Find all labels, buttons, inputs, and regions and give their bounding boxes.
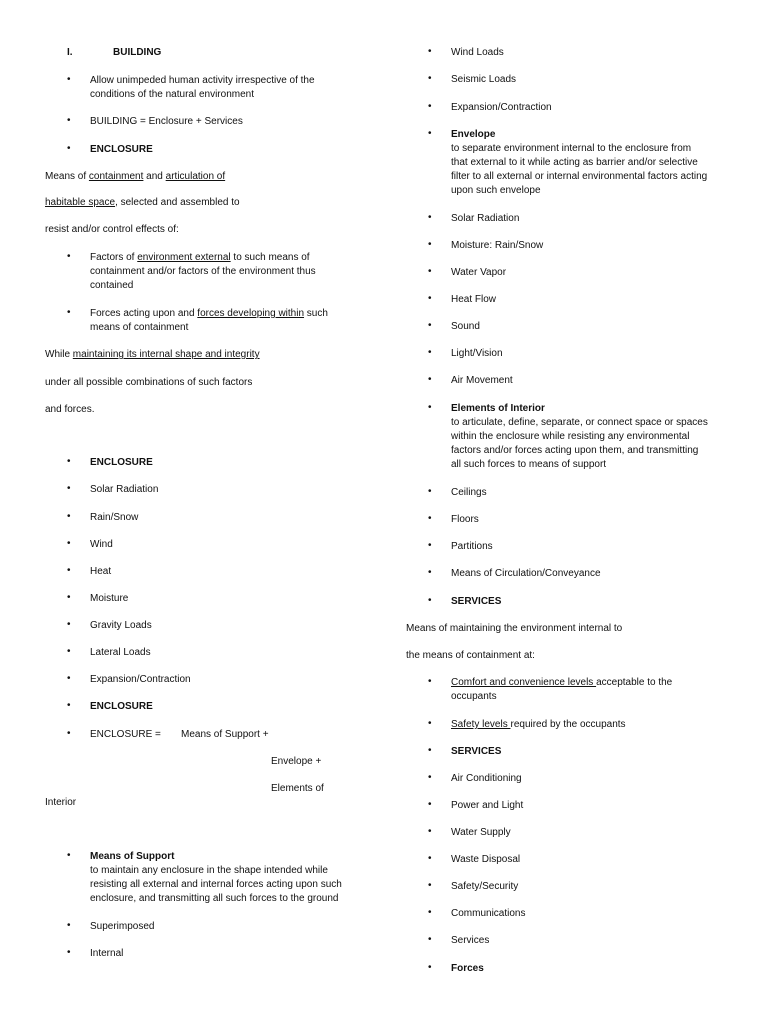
bullet-dot: • [67, 74, 71, 85]
envelope-title: Envelope [451, 129, 496, 140]
bullet-dot: • [428, 293, 432, 304]
bullet-text: contained [90, 280, 134, 291]
bullet-text: occupants [451, 691, 497, 702]
bullet-text: resisting all external and internal forces acting upon such [90, 879, 342, 890]
list-item: ENCLOSURE [90, 701, 153, 712]
underlined-text: containment [88, 171, 144, 182]
list-item: Safety/Security [451, 881, 519, 892]
paragraph-line [45, 196, 240, 210]
bullet-dot: • [428, 772, 432, 783]
list-item: Rain/Snow [90, 512, 139, 523]
list-item: Services [451, 935, 490, 946]
list-item: Solar Radiation [90, 484, 159, 495]
bullet-text: ENCLOSURE [90, 144, 153, 155]
bullet-dot: • [67, 456, 71, 467]
bullet-dot: • [67, 700, 71, 711]
underlined-text: forces developing within [197, 308, 305, 319]
list-item: Solar Radiation [451, 213, 520, 224]
paragraph-line [45, 170, 225, 184]
list-item: Air Movement [451, 375, 513, 386]
bullet-dot: • [428, 320, 432, 331]
bullet-dot: • [428, 934, 432, 945]
bullet-dot: • [67, 307, 71, 318]
list-item: Waste Disposal [451, 854, 521, 865]
text-span: While [45, 349, 73, 360]
list-item: Air Conditioning [451, 773, 522, 784]
list-item: Moisture [90, 593, 129, 604]
list-item: Sound [451, 321, 480, 332]
list-item: Partitions [451, 541, 493, 552]
list-item: Heat [90, 566, 112, 577]
bullet-dot: • [67, 143, 71, 154]
list-item: Seismic Loads [451, 74, 517, 85]
bullet-dot: • [67, 538, 71, 549]
bullet-dot: • [428, 799, 432, 810]
text-span: acceptable to the [596, 677, 673, 688]
list-item: Ceilings [451, 487, 487, 498]
bullet-dot: • [67, 511, 71, 522]
bullet-dot: • [428, 212, 432, 223]
text-span: Means of [45, 171, 89, 182]
bullet-text: upon such envelope [451, 185, 541, 196]
list-item: Light/Vision [451, 348, 503, 359]
bullet-dot: • [67, 619, 71, 630]
bullet-text [90, 251, 310, 265]
text-span: Factors of [90, 252, 138, 263]
bullet-dot: • [428, 239, 432, 250]
services-heading: SERVICES [451, 746, 502, 757]
bullet-text: means of containment [90, 322, 189, 333]
text-span: , selected and assembled to [115, 197, 240, 208]
bullet-dot: • [67, 115, 71, 126]
equation-term: Interior [45, 797, 77, 808]
bullet-dot: • [428, 567, 432, 578]
list-item: Water Supply [451, 827, 511, 838]
bullet-text [451, 676, 672, 690]
means-of-support-title: Means of Support [90, 851, 175, 862]
bullet-text: to maintain any enclosure in the shape intended while [90, 865, 328, 876]
list-item: Floors [451, 514, 479, 525]
bullet-text: conditions of the natural environment [90, 89, 254, 100]
list-item: Communications [451, 908, 526, 919]
bullet-text: to separate environment internal to the enclosure from [451, 143, 692, 154]
bullet-dot: • [428, 101, 432, 112]
paragraph-line [45, 348, 260, 362]
list-item: Superimposed [90, 921, 155, 932]
bullet-dot: • [428, 676, 432, 687]
list-item: Water Vapor [451, 267, 507, 278]
paragraph-line: resist and/or control effects of: [45, 224, 179, 235]
bullet-dot: • [428, 718, 432, 729]
bullet-text: filter to all external or internal environmental factors acting [451, 171, 708, 182]
text-span: such [304, 308, 328, 319]
list-item: Moisture: Rain/Snow [451, 240, 544, 251]
list-item: Expansion/Contraction [90, 674, 191, 685]
bullet-dot: • [428, 853, 432, 864]
bullet-text: to articulate, define, separate, or connect space or spaces [451, 417, 708, 428]
bullet-dot: • [428, 962, 432, 973]
paragraph-line: the means of containment at: [406, 650, 535, 661]
heading-number: I. [67, 47, 73, 58]
bullet-dot: • [428, 880, 432, 891]
list-item: Wind Loads [451, 47, 504, 58]
underlined-text: Safety levels [451, 719, 511, 730]
underlined-text: articulation of [165, 171, 226, 182]
bullet-dot: • [428, 486, 432, 497]
bullet-dot: • [67, 565, 71, 576]
paragraph-line: Means of maintaining the environment internal to [406, 623, 623, 634]
bullet-dot: • [428, 907, 432, 918]
bullet-dot: • [428, 540, 432, 551]
bullet-dot: • [428, 266, 432, 277]
list-item: Heat Flow [451, 294, 497, 305]
bullet-dot: • [428, 402, 432, 413]
bullet-text [90, 307, 328, 321]
equation-term: Envelope + [271, 756, 322, 767]
list-item: Power and Light [451, 800, 524, 811]
bullet-dot: • [428, 46, 432, 57]
forces-heading: Forces [451, 963, 484, 974]
bullet-dot: • [67, 920, 71, 931]
bullet-text: enclosure, and transmitting all such forces to the ground [90, 893, 339, 904]
heading-building: BUILDING [113, 47, 162, 58]
bullet-text [451, 718, 626, 732]
paragraph-line: under all possible combinations of such factors [45, 377, 253, 388]
bullet-dot: • [67, 673, 71, 684]
paragraph-line: and forces. [45, 404, 95, 415]
list-item: Expansion/Contraction [451, 102, 552, 113]
bullet-text: that external to it while acting as barrier and/or selective [451, 157, 698, 168]
bullet-text: within the enclosure while resisting any environmental [451, 431, 690, 442]
list-item: Lateral Loads [90, 647, 151, 658]
text-span: to such means of [230, 252, 310, 263]
equation-left: ENCLOSURE = [90, 729, 161, 740]
equation-term: Elements of [271, 783, 324, 794]
underlined-text: environment external [137, 252, 231, 263]
bullet-dot: • [428, 73, 432, 84]
bullet-dot: • [428, 347, 432, 358]
bullet-dot: • [428, 128, 432, 139]
list-item: ENCLOSURE [90, 457, 153, 468]
bullet-text: BUILDING = Enclosure + Services [90, 116, 243, 127]
bullet-dot: • [67, 947, 71, 958]
services-heading: SERVICES [451, 596, 502, 607]
text-span: Forces acting upon and [90, 308, 198, 319]
bullet-text: factors and/or forces acting upon them, and transmitting [451, 445, 699, 456]
bullet-dot: • [67, 646, 71, 657]
bullet-dot: • [67, 483, 71, 494]
equation-term: Means of Support + [181, 729, 269, 740]
bullet-text: containment and/or factors of the environment thus [90, 266, 316, 277]
bullet-dot: • [428, 595, 432, 606]
bullet-text: all such forces to means of support [451, 459, 607, 470]
list-item: Gravity Loads [90, 620, 152, 631]
elements-of-interior-title: Elements of Interior [451, 403, 545, 414]
bullet-dot: • [428, 513, 432, 524]
bullet-dot: • [67, 850, 71, 861]
list-item: Means of Circulation/Conveyance [451, 568, 601, 579]
list-item: Wind [90, 539, 113, 550]
underlined-text: Comfort and convenience levels [451, 677, 597, 688]
bullet-dot: • [428, 826, 432, 837]
underlined-text: maintaining its internal shape and integrity [72, 349, 260, 360]
bullet-dot: • [67, 251, 71, 262]
bullet-dot: • [67, 592, 71, 603]
text-span: required by the occupants [510, 719, 626, 730]
list-item: Internal [90, 948, 124, 959]
text-span: and [143, 171, 166, 182]
bullet-dot: • [67, 728, 71, 739]
bullet-dot: • [428, 745, 432, 756]
bullet-text: Allow unimpeded human activity irrespective of the [90, 75, 315, 86]
underlined-text: habitable space [45, 197, 116, 208]
bullet-dot: • [428, 374, 432, 385]
